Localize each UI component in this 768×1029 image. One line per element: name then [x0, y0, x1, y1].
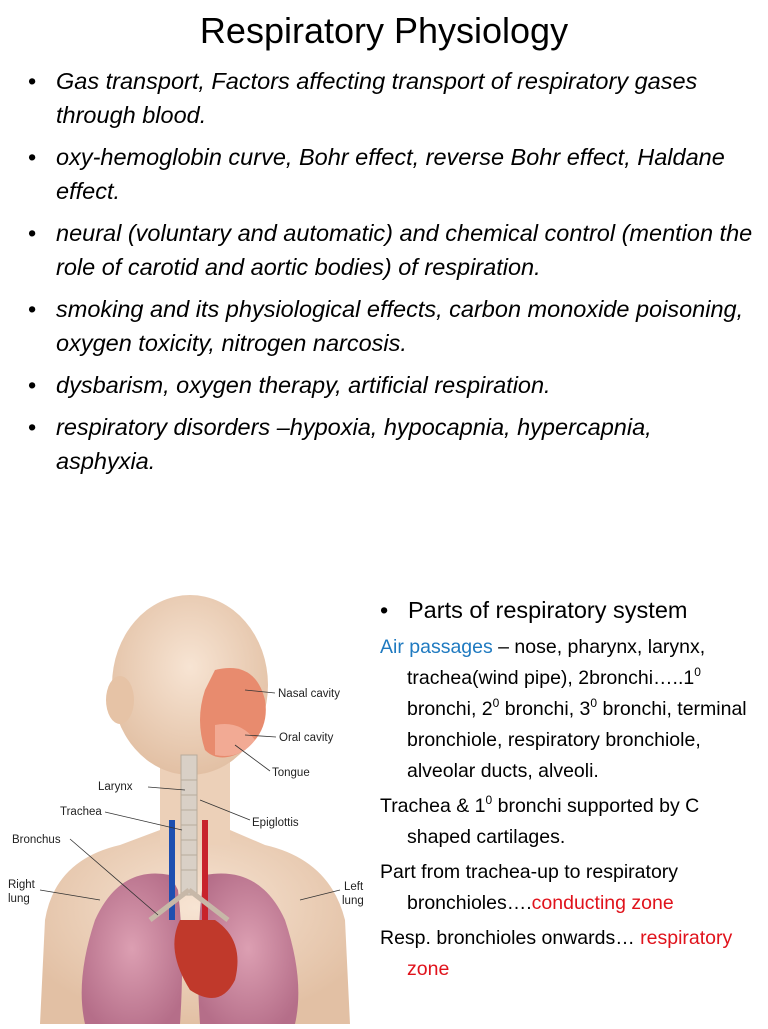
- larynx-label: Larynx: [98, 781, 133, 793]
- respiratory-system-illustration: [0, 590, 380, 1024]
- right-lung-label-line1: Right: [8, 879, 35, 891]
- topic-item: • neural (voluntary and automatic) and chemical control (mention the role of carotid and aortic bodies) of respiration.: [24, 216, 754, 284]
- bullet-icon: •: [28, 220, 37, 246]
- bullet-icon: •: [28, 296, 37, 322]
- bullet-icon: •: [28, 144, 37, 170]
- bullet-icon: •: [28, 68, 37, 94]
- topic-item: • smoking and its physiological effects, carbon monoxide poisoning, oxygen toxicity, nitrogen narcosis.: [24, 292, 754, 360]
- respiratory-zone-label: respiratory zone: [407, 927, 733, 980]
- anatomy-figure: [0, 590, 380, 1024]
- conducting-zone-paragraph: Part from trachea-up to respiratory bronchioles….conducting zone: [380, 861, 679, 914]
- slide-title: Respiratory Physiology: [199, 10, 569, 51]
- topic-list: [24, 64, 754, 486]
- tongue-label: Tongue: [272, 767, 310, 779]
- right-lung-label-line2: lung: [8, 893, 30, 905]
- epiglottis-label: Epiglottis: [252, 817, 299, 829]
- trachea-paragraph: Trachea & $1^0$ bronchi supported by C shaped cartilages.: [380, 793, 700, 848]
- conducting-zone-label: conducting zone: [531, 892, 674, 914]
- topic-item: • dysbarism, oxygen therapy, artificial respiration.: [24, 368, 754, 402]
- bullet-icon: •: [28, 372, 37, 398]
- air-passages-paragraph: Air passages – nose, pharynx, larynx, trachea(wind pipe), $2bronchi\dots..1^0$ bronchi, $2^0$ bronchi, $3^0$ bronchi, terminal bronchiole, respiratory bronchiole, alveolar ducts, alveoli.: [380, 636, 747, 782]
- topic-item: • oxy-hemoglobin curve, Bohr effect, reverse Bohr effect, Haldane effect.: [24, 140, 754, 208]
- topic-item: • Gas transport, Factors affecting transport of respiratory gases through blood.: [24, 64, 754, 132]
- parts-heading: • Parts of respiratory system: [380, 592, 766, 628]
- bronchus-label: Bronchus: [12, 834, 61, 846]
- ear-shape: [106, 676, 134, 724]
- air-passages-label: Air passages: [380, 636, 493, 658]
- bullet-icon: •: [28, 414, 37, 440]
- respiratory-zone-paragraph: Resp. bronchioles onwards… respiratory zone: [380, 927, 733, 980]
- respiratory-parts-panel: [380, 592, 766, 989]
- left-lung-label-line1: Left: [344, 881, 364, 893]
- trachea-label: Trachea: [60, 806, 102, 818]
- bullet-icon: •: [380, 597, 389, 623]
- topic-item: • respiratory disorders –hypoxia, hypocapnia, hypercapnia, asphyxia.: [24, 410, 754, 478]
- oral-cavity-label: Oral cavity: [279, 732, 334, 744]
- left-lung-label-line2: lung: [342, 895, 364, 907]
- nasal-cavity-label: Nasal cavity: [278, 688, 340, 700]
